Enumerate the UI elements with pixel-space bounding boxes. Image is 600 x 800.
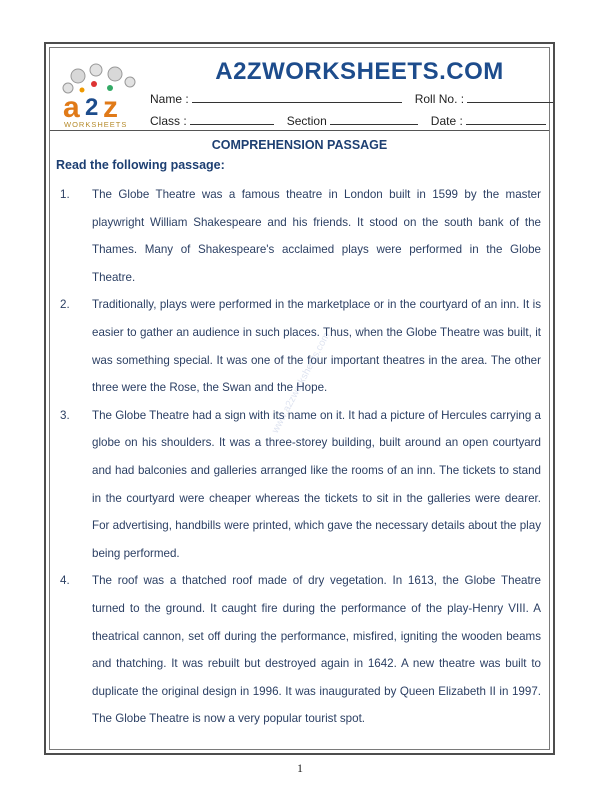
name-roll-row (150, 92, 553, 106)
section-label: Section (286, 114, 327, 128)
paragraph-text: The roof was a thatched roof made of dry vegetation. In 1613, the Globe Theatre turned to the ground. It caught fire during the performance of the play-Henry VIII. A theatrical cannon, set off during the performance, misfired, igniting the wooden beams and thatching. It was rebuilt but destroyed again in 1642. A new theatre was built to duplicate the original design in 1996. It was inaugurated by Queen Elizabeth II in 1997. The Globe Theatre is now a very popular tourist spot. (92, 574, 541, 726)
paragraph-number: 2. (60, 298, 70, 312)
name-field[interactable] (192, 92, 402, 103)
svg-text:2: 2 (85, 94, 99, 121)
instruction: Read the following passage: (56, 158, 225, 172)
name-label: Name : (150, 92, 189, 106)
passage-paragraph (50, 181, 549, 291)
worksheet-header (50, 48, 549, 131)
svg-text:z: z (103, 91, 118, 124)
svg-text:WORKSHEETS: WORKSHEETS (64, 120, 128, 129)
paragraph-text: Traditionally, plays were performed in the marketplace or in the courtyard of an inn. It is easier to gather an audience in such places. Thus, when the Globe Theatre was built, it was something special. It was one of the four important theatres in the area. The other three were the Rose, the Swan and the Hope. (92, 298, 541, 395)
passage-paragraph (50, 567, 549, 733)
date-field[interactable] (466, 114, 546, 125)
section-title: COMPREHENSION PASSAGE (211, 138, 388, 152)
roll-number-field[interactable] (467, 92, 553, 103)
svg-text:a: a (63, 91, 80, 124)
worksheet-frame (44, 42, 555, 755)
section-field[interactable] (330, 114, 418, 125)
site-title: A2ZWORKSHEETS.COM (215, 58, 504, 85)
paragraph-number: 1. (60, 188, 70, 201)
roll-number-label: Roll No. : (414, 92, 465, 106)
paragraph-number: 3. (60, 408, 70, 422)
date-label: Date : (430, 114, 463, 128)
paragraph-text: The Globe Theatre had a sign with its name on it. It had a picture of Hercules carrying a globe on his shoulders. It was a three-storey building, built around an open courtyard and had balconies and galleries arranged like the rooms of an inn. The tickets to stand in the courtyard were cheaper whereas the tickets to sit in the galleries were dearer. For advertising, handbills were printed, which gave the necessary details about the play being performed. (92, 408, 541, 560)
class-label: Class : (150, 114, 187, 128)
passage-paragraph (50, 402, 549, 568)
paragraph-text: The Globe Theatre was a famous theatre in London built in 1599 by the master playwright William Shakespeare and his friends. It stood on the south bank of the Thames. Many of Shakespeare's acclaimed plays were performed in the Globe Theatre. (92, 188, 541, 284)
class-section-date-row (150, 114, 546, 128)
class-field[interactable] (190, 114, 274, 125)
worksheet-content (50, 132, 549, 733)
worksheet-inner-border (49, 47, 550, 750)
page-number: 1 (297, 761, 303, 775)
watermark: www.a2zworksheets.com (270, 330, 333, 436)
paragraph-number: 4. (60, 574, 70, 588)
